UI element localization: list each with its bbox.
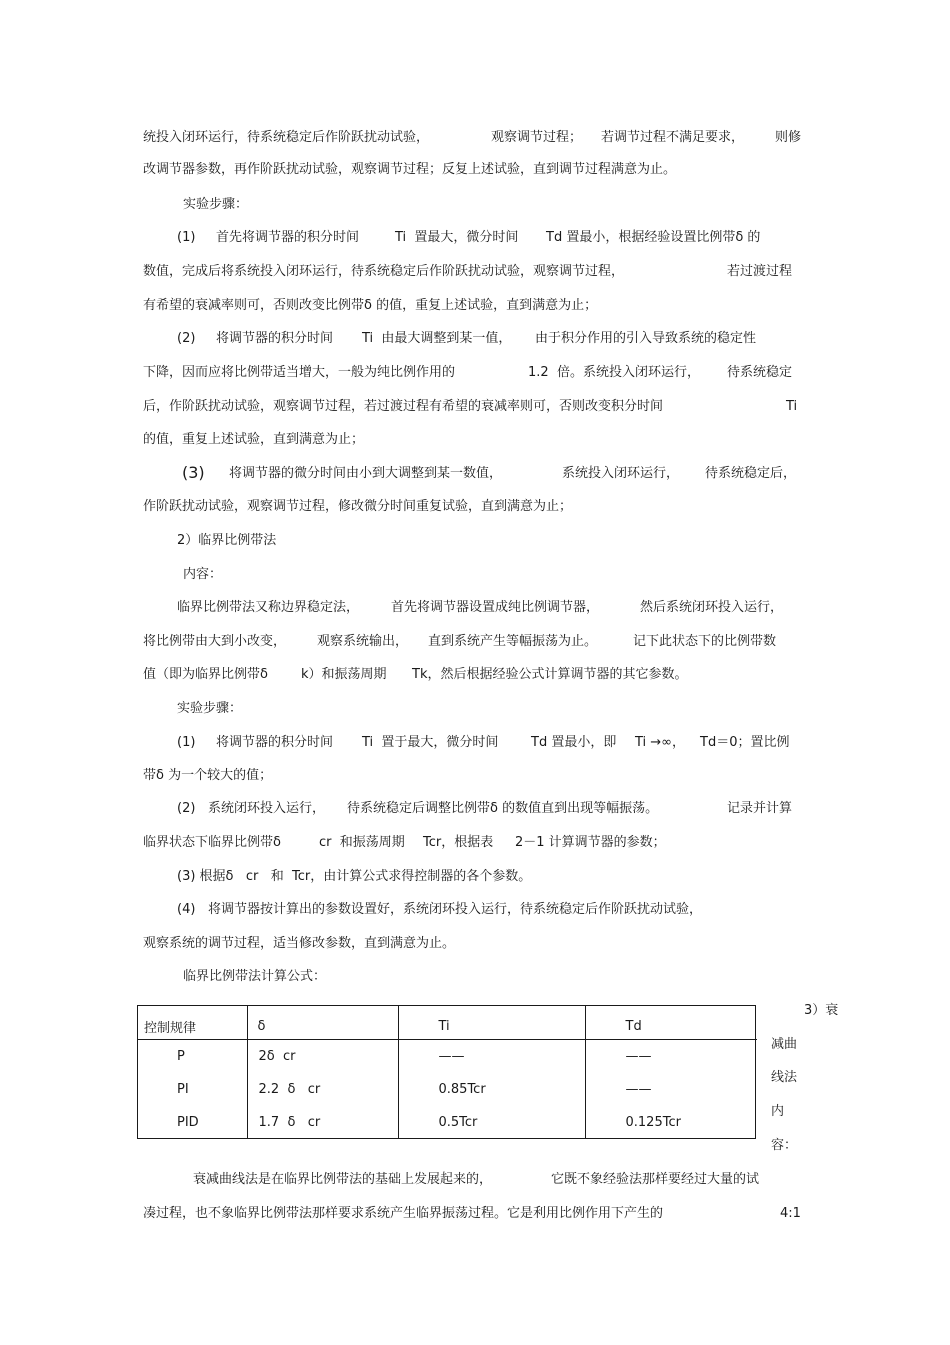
table-row: [137, 1073, 757, 1106]
text-line: 1.2 倍。系统投入闭环运行，: [528, 365, 700, 380]
text-line: Td 置最小，即: [531, 735, 617, 750]
text-line: 后，作阶跃扰动试验，观察调节过程，若过渡过程有希望的衰减率则可，否则改变积分时间: [143, 399, 664, 414]
text-line: Td＝0；置比例: [700, 735, 790, 750]
text-line: 带δ 为一个较大的值；: [143, 768, 273, 783]
table-cell: 1.7 δ cr: [247, 1106, 398, 1139]
text-line: 数值，完成后将系统投入闭环运行，待系统稳定后作阶跃扰动试验，观察调节过程，: [143, 264, 625, 279]
text-line: 待系统稳定后调整比例带δ 的数值直到出现等幅振荡。: [347, 801, 659, 816]
table-header-cell: Td: [585, 1005, 757, 1040]
step-number: (1): [177, 230, 196, 245]
text-line: Ti →∞，: [635, 735, 686, 750]
step-number: (2): [177, 331, 196, 346]
table-cell: 0.85Tcr: [398, 1073, 585, 1106]
text-line: Ti 置最大，微分时间: [395, 230, 519, 245]
table-cell: ——: [625, 1082, 652, 1097]
side-heading: 3）衰: [804, 1003, 839, 1018]
table-header-row: [137, 1005, 757, 1040]
table-cell: 0.5Tcr: [398, 1106, 585, 1139]
table-cell: ——: [625, 1049, 652, 1064]
text-line: 记录并计算: [727, 801, 793, 816]
table-cell: PI: [137, 1073, 247, 1106]
table-header-cell: 控制规律: [137, 1005, 247, 1040]
table-row: [137, 1040, 757, 1074]
text-line: 待系统稳定: [727, 365, 793, 380]
text-line: cr 和振荡周期: [319, 835, 405, 850]
side-heading: 内: [771, 1104, 785, 1119]
text-line: 临界状态下临界比例带δ: [143, 835, 281, 850]
text-line: 记下此状态下的比例带数: [633, 634, 777, 649]
text-line: 将调节器的积分时间: [216, 735, 334, 750]
text-line: Tcr，根据表: [423, 835, 494, 850]
side-heading: 线法: [771, 1070, 798, 1085]
step-number: (4): [177, 902, 196, 917]
text-line: 将调节器的微分时间由小到大调整到某一数值，: [229, 466, 503, 481]
table-cell: PID: [137, 1106, 247, 1139]
text-line: 直到系统产生等幅振荡为止。: [428, 634, 598, 649]
text-line: 将比例带由大到小改变，: [143, 634, 287, 649]
text-line: 待系统稳定后，: [705, 466, 797, 481]
text-line: 首先将调节器的积分时间: [216, 230, 360, 245]
step-number: (3): [182, 463, 205, 482]
text-line: 临界比例带法又称边界稳定法，: [177, 600, 360, 615]
text-line: 改调节器参数，再作阶跃扰动试验，观察调节过程；反复上述试验，直到调节过程满意为止。: [143, 162, 677, 177]
side-heading: 容：: [771, 1138, 798, 1153]
table-cell: 2δ cr: [247, 1040, 398, 1074]
table-header-cell: δ: [247, 1005, 398, 1040]
text-line: 它既不象经验法那样要经过大量的试: [551, 1172, 760, 1187]
text-line: 将调节器的积分时间: [216, 331, 334, 346]
step-number: (2): [177, 801, 196, 816]
section-heading: 2）临界比例带法: [177, 533, 277, 548]
step-number: (1): [177, 735, 196, 750]
text-line: Tk，然后根据经验公式计算调节器的其它参数。: [412, 667, 688, 682]
text-line: Ti 由最大调整到某一值，: [362, 331, 512, 346]
text-line: 若过渡过程: [727, 264, 793, 279]
side-heading: 减曲: [771, 1037, 798, 1052]
calculation-formula-table: [137, 1005, 757, 1139]
table-cell: P: [137, 1040, 247, 1074]
table-cell: 2.2 δ cr: [247, 1073, 398, 1106]
table-cell: 0.125Tcr: [625, 1115, 681, 1130]
table-header-cell: Ti: [398, 1005, 585, 1040]
section-heading: 内容：: [183, 567, 223, 582]
text-line: k）和振荡周期: [301, 667, 387, 682]
table-cell: ——: [398, 1040, 585, 1074]
section-heading: 实验步骤：: [183, 197, 249, 212]
text-line: 系统投入闭环运行，: [562, 466, 680, 481]
text-line: 的值，重复上述试验，直到满意为止；: [143, 432, 365, 447]
text-line: 由于积分作用的引入导致系统的稳定性: [535, 331, 757, 346]
text-line: 凑过程，也不象临界比例带法那样要求系统产生临界振荡过程。它是利用比例作用下产生的: [143, 1206, 664, 1221]
text-line: 统投入闭环运行，待系统稳定后作阶跃扰动试验，: [143, 130, 430, 145]
text-line: 首先将调节器设置成纯比例调节器，: [391, 600, 600, 615]
text-line: 值（即为临界比例带δ: [143, 667, 268, 682]
table-row: [137, 1106, 757, 1139]
text-line: Ti 置于最大，微分时间: [362, 735, 499, 750]
section-heading: 临界比例带法计算公式：: [183, 969, 327, 984]
text-line: 观察系统的调节过程，适当修改参数，直到满意为止。: [143, 936, 456, 951]
text-line: 4:1: [780, 1206, 801, 1221]
text-line: 作阶跃扰动试验，观察调节过程，修改微分时间重复试验，直到满意为止；: [143, 499, 573, 514]
text-line: 有希望的衰减率则可，否则改变比例带δ 的值，重复上述试验，直到满意为止；: [143, 298, 598, 313]
text-line: 衰减曲线法是在临界比例带法的基础上发展起来的，: [193, 1172, 493, 1187]
text-line: 若调节过程不满足要求，: [601, 130, 745, 145]
text-line: (3) 根据δ cr 和 Tcr，由计算公式求得控制器的各个参数。: [177, 869, 532, 884]
text-line: 观察调节过程；: [491, 130, 583, 145]
text-line: 则修: [775, 130, 802, 145]
text-line: 系统闭环投入运行，: [208, 801, 326, 816]
text-line: Td 置最小，根据经验设置比例带δ 的: [546, 230, 761, 245]
text-line: 将调节器按计算出的参数设置好，系统闭环投入运行，待系统稳定后作阶跃扰动试验，: [208, 902, 703, 917]
section-heading: 实验步骤：: [177, 701, 243, 716]
text-line: Ti: [786, 399, 798, 414]
text-line: 然后系统闭环投入运行，: [640, 600, 784, 615]
text-line: 下降，因而应将比例带适当增大，一般为纯比例作用的: [143, 365, 456, 380]
text-line: 观察系统输出，: [317, 634, 409, 649]
text-line: 2－1 计算调节器的参数；: [515, 835, 666, 850]
